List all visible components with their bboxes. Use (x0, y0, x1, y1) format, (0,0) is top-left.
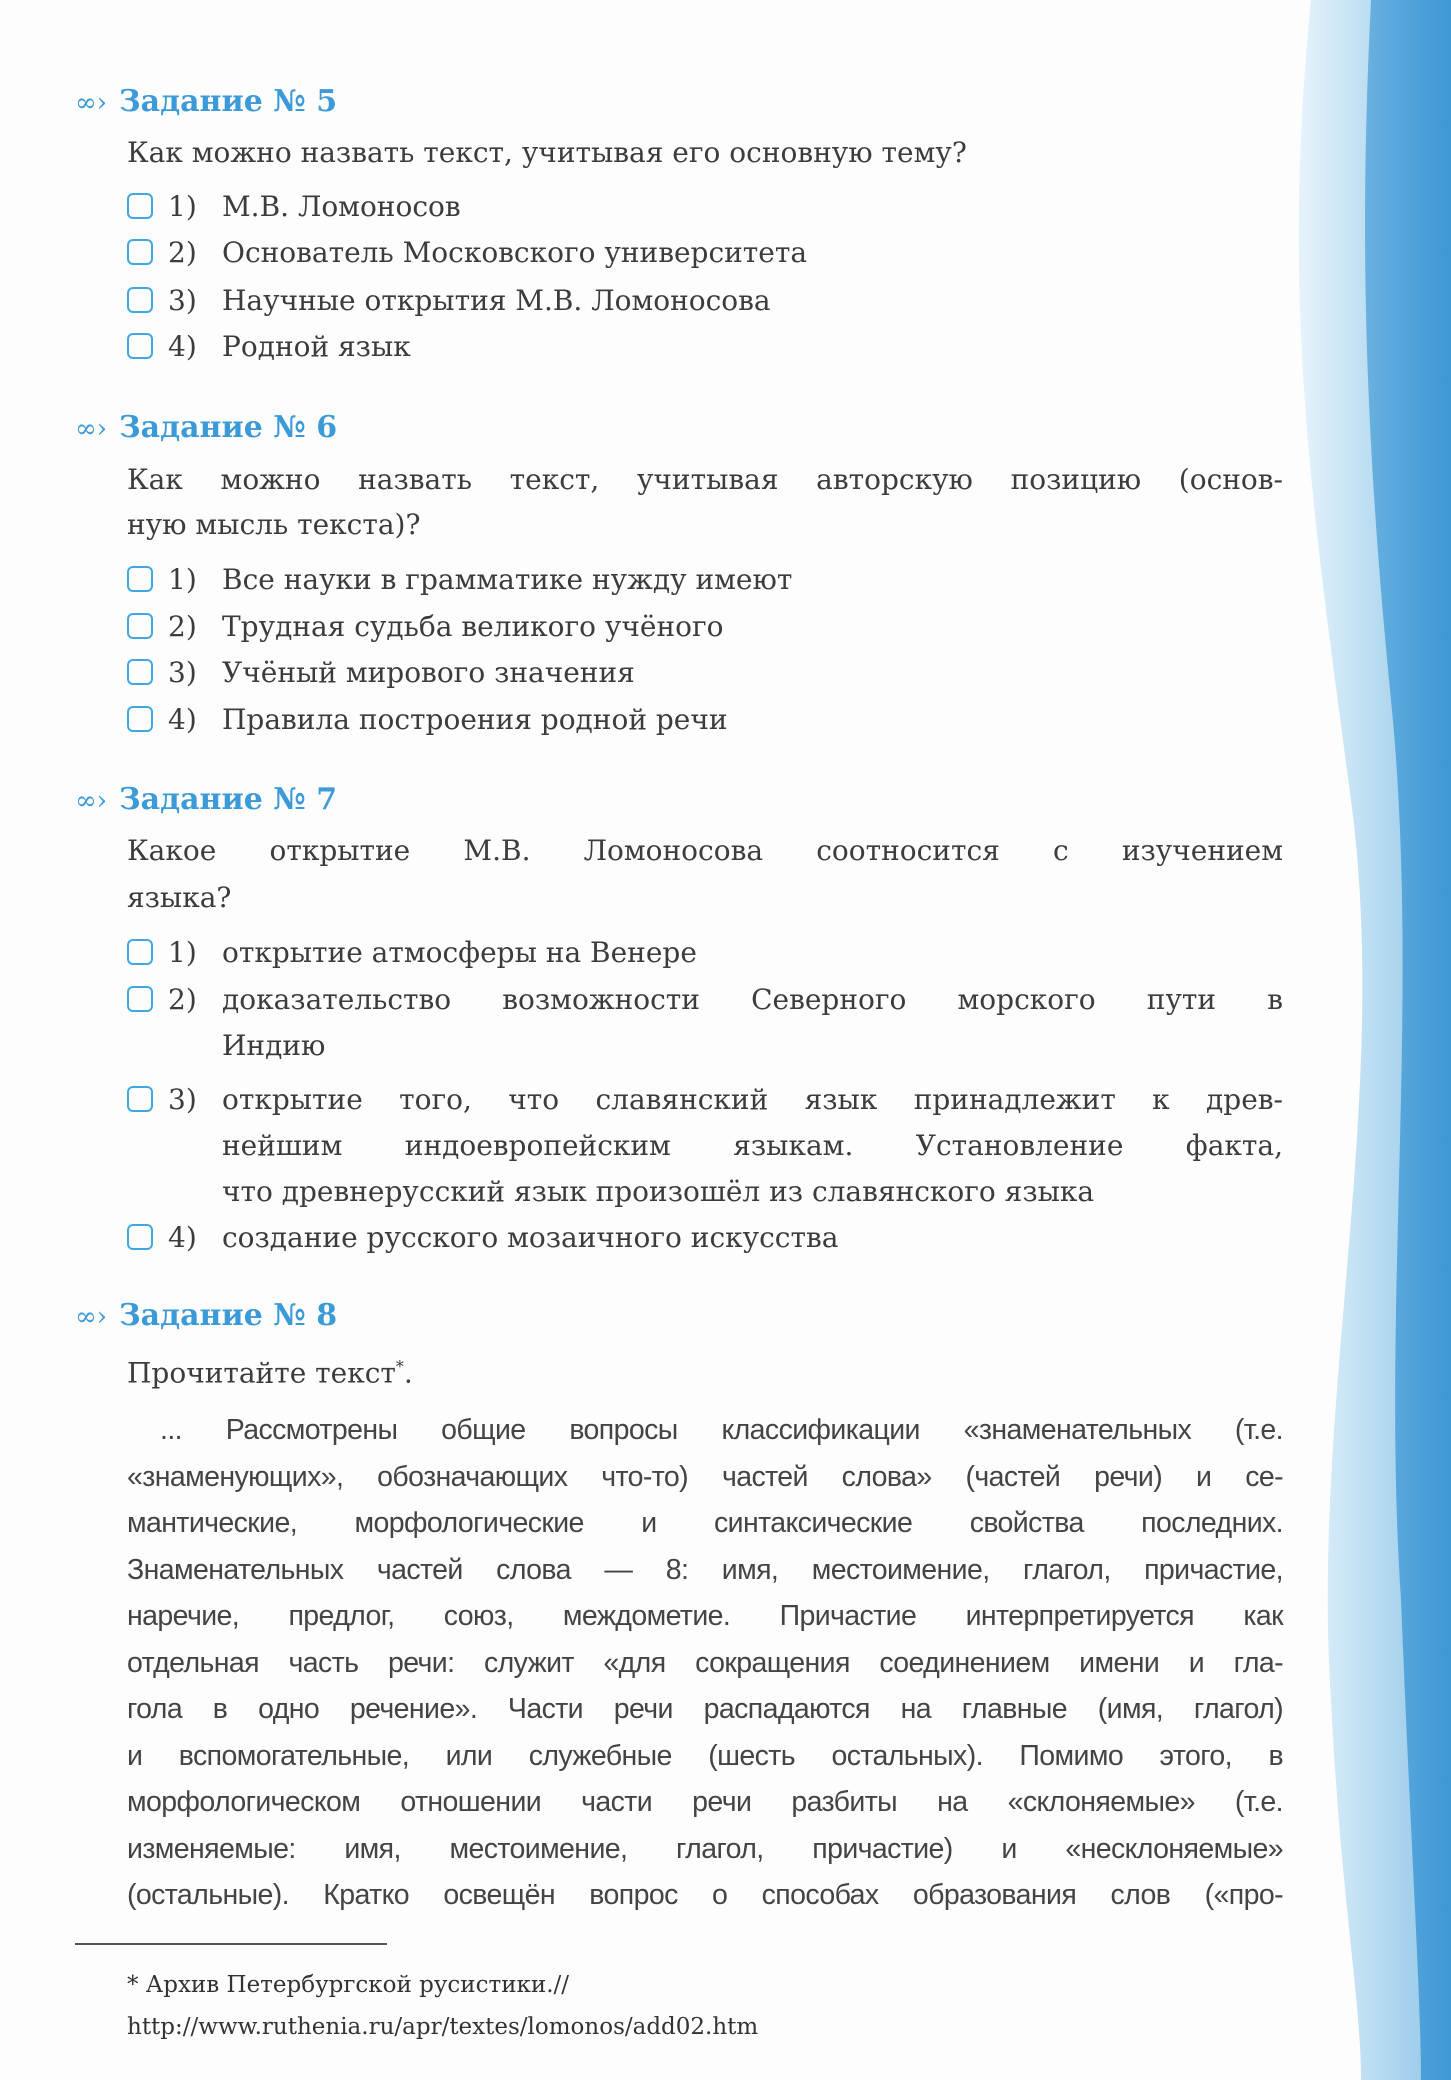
task-question (127, 502, 1283, 548)
option-text: Научные открытия М.В. Ломоносова (222, 284, 771, 317)
task-question (127, 457, 1283, 503)
task-heading-text: Задание № 8 (119, 1298, 338, 1333)
task-heading (75, 777, 337, 823)
option-text: что древнерусский язык произошёл из славянского языка (222, 1175, 1095, 1208)
passage-line: Знаменательных частей слова — 8: имя, местоимение, глагол, причастие, (127, 1553, 1283, 1586)
passage-line: ... Рассмотрены общие вопросы классификации «знаменательных (т.е. (160, 1414, 1283, 1446)
answer-checkbox[interactable] (127, 1086, 153, 1112)
answer-checkbox[interactable] (127, 706, 153, 732)
answer-checkbox[interactable] (127, 613, 153, 639)
option-text: М.В. Ломоносов (222, 190, 461, 223)
option-text: нейшим индоевропейским языкам. Установление факта, (222, 1129, 1283, 1162)
footnote-line: http://www.ruthenia.ru/apr/textes/lomonos/add02.htm (127, 2014, 759, 2040)
answer-checkbox[interactable] (127, 986, 153, 1012)
passage-line: гола в одно речение». Части речи распадаются на главные (имя, глагол) (127, 1693, 1283, 1725)
passage-line: изменяемые: имя, местоимение, глагол, причастие) и «несклоняемые» (127, 1832, 1283, 1865)
footnote-marker: * (395, 1357, 404, 1376)
question-text: Прочитайте текст (127, 1356, 396, 1390)
decorative-wave-border (1291, 0, 1451, 2080)
answer-checkbox[interactable] (127, 659, 153, 685)
option-text: Все науки в грамматике нужду имеют (222, 563, 793, 596)
option-text: Основатель Московского университета (222, 236, 808, 269)
task-heading (75, 405, 337, 451)
question-text: языка? (127, 881, 232, 914)
link-arrow-icon: ∞› (75, 786, 108, 816)
option-number: 2) (168, 983, 197, 1016)
answer-checkbox[interactable] (127, 193, 153, 219)
option-number: 2) (168, 236, 197, 269)
answer-checkbox[interactable] (127, 566, 153, 592)
passage-line: морфологическом отношении части речи разбиты на «склоняемые» (т.е. (127, 1786, 1283, 1818)
option-number: 4) (168, 330, 197, 363)
option-number: 3) (168, 656, 197, 689)
option-text: Учёный мирового значения (222, 656, 635, 689)
answer-checkbox[interactable] (127, 939, 153, 965)
option-number: 1) (168, 190, 197, 223)
question-text: Как можно назвать текст, учитывая его основную тему? (127, 136, 967, 169)
answer-checkbox[interactable] (127, 333, 153, 359)
link-arrow-icon: ∞› (75, 414, 108, 444)
passage-line: «знаменующих», обозначающих что-то) частей слова» (частей речи) и се- (127, 1460, 1283, 1493)
question-text: Как можно назвать текст, учитывая авторскую позицию (основ- (127, 463, 1283, 496)
task-question (127, 130, 1283, 176)
task-heading (75, 1293, 337, 1339)
option-number: 4) (168, 1221, 197, 1254)
footnote-divider (75, 1943, 387, 1945)
answer-checkbox[interactable] (127, 1224, 153, 1250)
passage-line: и вспомогательные, или служебные (шесть остальных). Помимо этого, в (127, 1739, 1283, 1772)
option-text: доказательство возможности Северного морского пути в (222, 983, 1283, 1016)
passage-line: отдельная часть речи: служит «для сокращения соединением имени и гла- (127, 1646, 1283, 1679)
option-number: 4) (168, 703, 197, 736)
option-number: 2) (168, 610, 197, 643)
option-text: открытие атмосферы на Венере (222, 936, 697, 969)
passage-line: (остальные). Кратко освещён вопрос о способах образования слов («про- (127, 1879, 1283, 1911)
option-number: 3) (168, 1083, 197, 1116)
option-text: открытие того, что славянский язык принадлежит к древ- (222, 1083, 1283, 1116)
passage-line: мантические, морфологические и синтаксические свойства последних. (127, 1507, 1283, 1539)
passage-line: наречие, предлог, союз, междометие. Причастие интерпретируется как (127, 1600, 1283, 1632)
answer-checkbox[interactable] (127, 239, 153, 265)
option-number: 3) (168, 284, 197, 317)
option-text: Трудная судьба великого учёного (222, 610, 724, 643)
option-number: 1) (168, 936, 197, 969)
question-text: Какое открытие М.В. Ломоносова соотносится с изучением (127, 834, 1283, 867)
task-heading (75, 79, 337, 125)
link-arrow-icon: ∞› (75, 1302, 108, 1332)
task-heading-text: Задание № 7 (119, 782, 338, 817)
link-arrow-icon: ∞› (75, 88, 108, 118)
option-text: Родной язык (222, 330, 411, 363)
task-question: Прочитайте текст*. (127, 1356, 413, 1390)
footnote-line: * Архив Петербургской русистики.// (127, 1972, 570, 1998)
option-number: 1) (168, 563, 197, 596)
option-text: Правила построения родной речи (222, 703, 728, 736)
task-question (127, 875, 1283, 921)
option-text: создание русского мозаичного искусства (222, 1221, 839, 1254)
option-text: Индию (222, 1029, 326, 1062)
task-question (127, 828, 1283, 874)
task-heading-text: Задание № 6 (119, 410, 338, 445)
answer-checkbox[interactable] (127, 287, 153, 313)
question-text: ную мысль текста)? (127, 508, 421, 541)
task-heading-text: Задание № 5 (119, 84, 338, 119)
